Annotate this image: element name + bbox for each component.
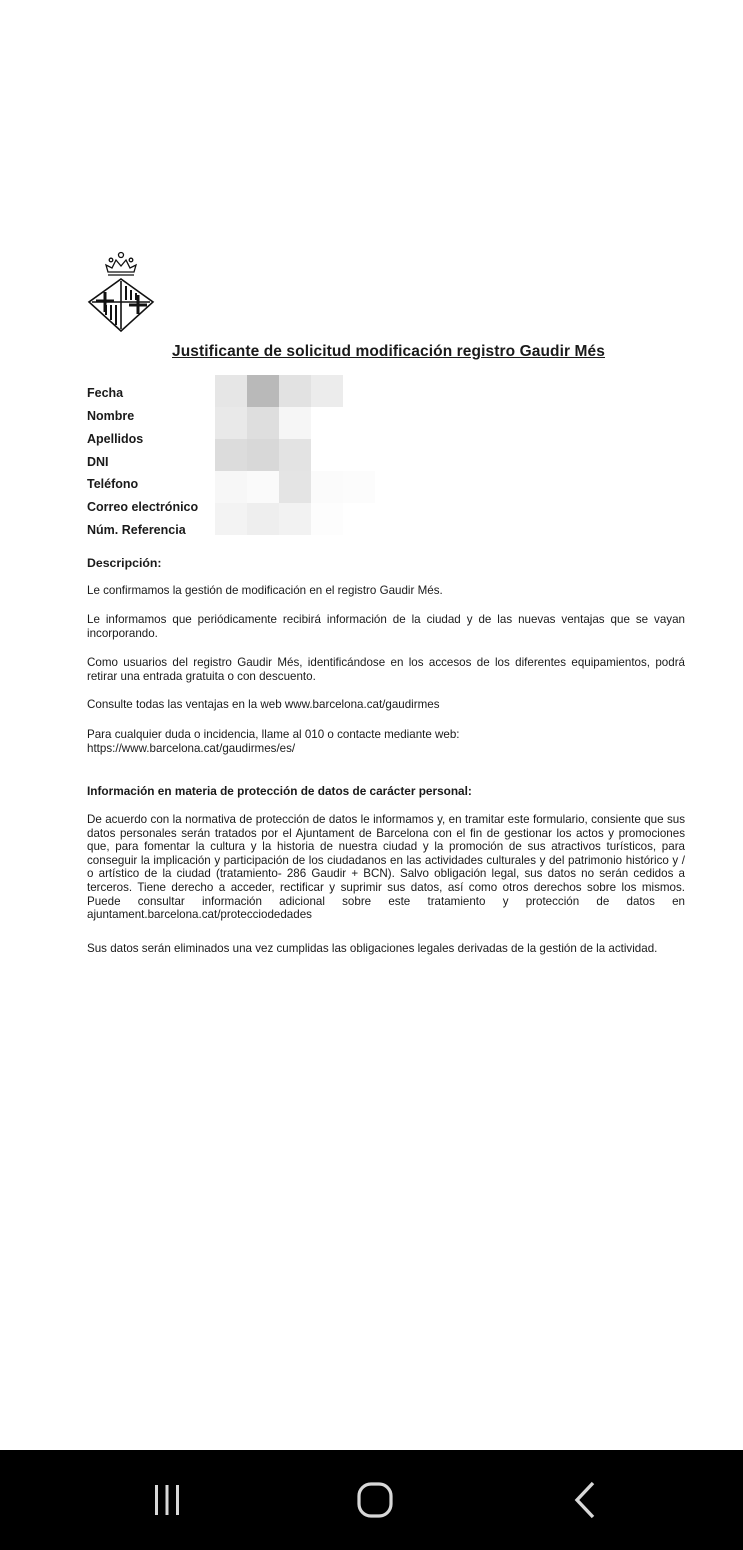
barcelona-crest-logo: [86, 250, 156, 336]
system-navigation-bar: [0, 1450, 743, 1550]
description-text: Para cualquier duda o incidencia, llame al 010 o contacte mediante web: https://www.barcelona.cat/gaudirmes/es/: [87, 728, 460, 755]
field-label-telefono: Teléfono: [87, 477, 139, 491]
description-paragraph: [87, 728, 507, 755]
data-protection-text: Sus datos serán eliminados una vez cumplidas las obligaciones legales derivadas de la gestión de la actividad.: [87, 942, 658, 955]
field-label-nombre: Nombre: [87, 409, 135, 423]
description-paragraph: [87, 584, 685, 598]
redacted-values-pixelation: [215, 375, 380, 537]
back-icon: [567, 1480, 603, 1520]
description-text: Le informamos que periódicamente recibirá información de la ciudad y de las nuevas ventajas que se vayan incorporando.: [87, 613, 685, 640]
field-label-correo: Correo electrónico: [87, 500, 199, 514]
description-text: Consulte todas las ventajas en la web www.barcelona.cat/gaudirmes: [87, 698, 440, 711]
home-icon: [356, 1481, 394, 1519]
field-label-dni: DNI: [87, 455, 109, 469]
recent-apps-icon: [149, 1482, 185, 1518]
data-protection-heading: Información en materia de protección de datos de carácter personal:: [87, 784, 472, 798]
description-paragraph: [87, 656, 685, 683]
field-label-fecha: Fecha: [87, 386, 124, 400]
description-text: Le confirmamos la gestión de modificación en el registro Gaudir Més.: [87, 584, 443, 597]
description-heading: Descripción:: [87, 556, 162, 570]
field-label-apellidos: Apellidos: [87, 432, 144, 446]
data-protection-paragraph: [87, 813, 685, 922]
recent-apps-button[interactable]: [107, 1450, 227, 1550]
description-paragraph: [87, 698, 685, 712]
back-button[interactable]: [525, 1450, 645, 1550]
field-label-referencia: Núm. Referencia: [87, 523, 186, 537]
home-button[interactable]: [315, 1450, 435, 1550]
document-title: Justificante de solicitud modificación registro Gaudir Més: [172, 343, 605, 360]
data-protection-paragraph: [87, 942, 685, 956]
description-text: Como usuarios del registro Gaudir Més, identificándose en los accesos de los diferentes equipamientos, podrá retirar una entrada gratuita o con descuento.: [87, 656, 685, 683]
description-paragraph: [87, 613, 685, 640]
data-protection-text: De acuerdo con la normativa de protección de datos le informamos y, en tramitar este formulario, consiente que sus datos personales serán tratados por el Ajuntament de Barcelona con el fin de gestionar los actos y promociones que, para fomentar la cultura y la historia de nuestra ciudad y la promoción de sus atractivos turísticos, para conseguir la implicación y participación de los ciudadanos en las actividades culturales y del patrimonio histórico y / o artístico de la ciudad (tratamiento- 286 Gaudir + BCN). Salvo obligación legal, sus datos no serán cedidos a terceros. Tiene derecho a acceder, rectificar y suprimir sus datos, así como otros derechos sobre los mismos. Puede consultar información adicional sobre este tratamiento y protección de datos en ajuntament.barcelona.cat/protecciodedades: [87, 813, 685, 922]
